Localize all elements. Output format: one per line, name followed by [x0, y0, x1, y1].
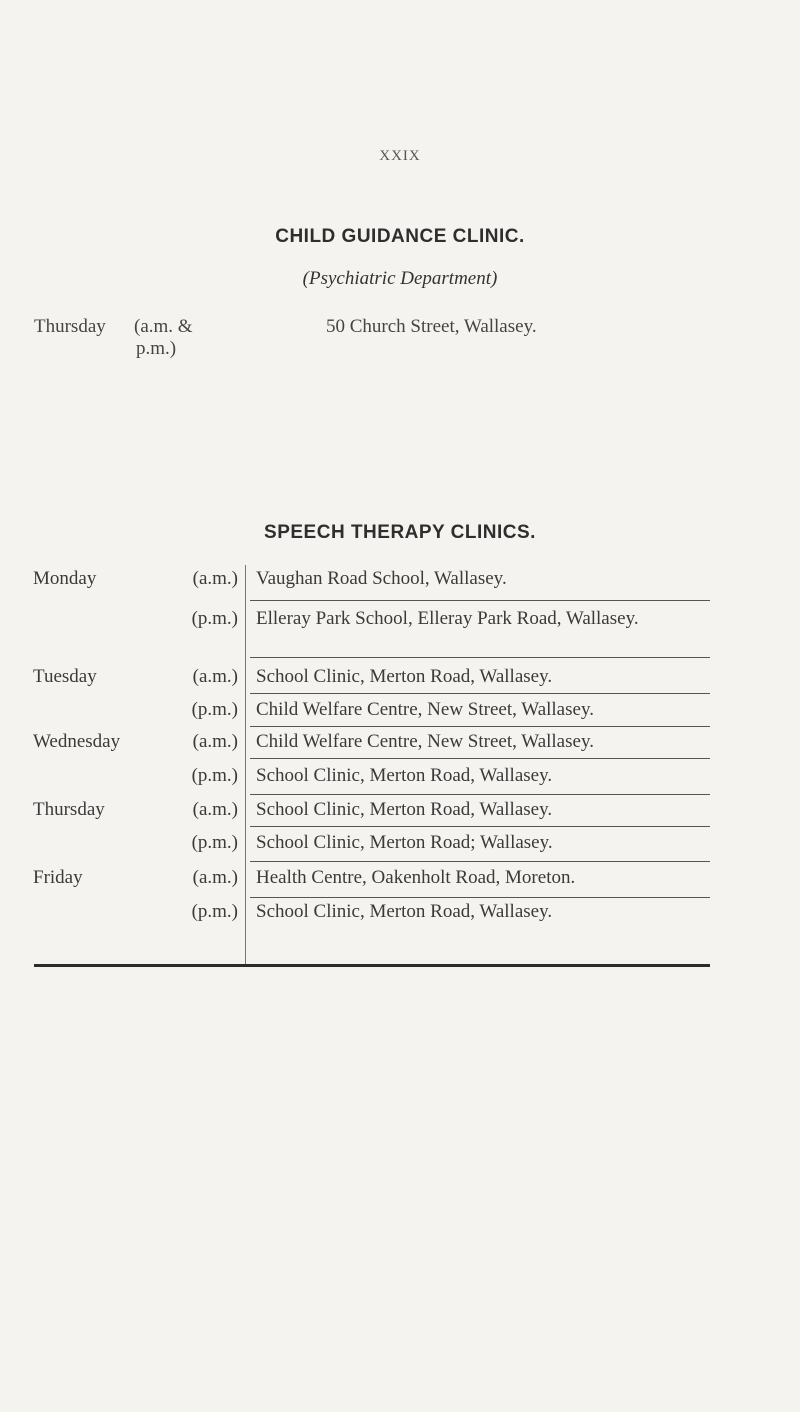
session-label: (a.m.) — [192, 799, 238, 820]
venue-text: School Clinic, Merton Road, Wallasey. — [256, 666, 553, 687]
day-label: Wednesday — [33, 731, 121, 752]
row-divider — [250, 826, 710, 827]
table-bottom-rule — [34, 964, 710, 967]
session-label: (a.m.) — [192, 666, 238, 687]
session-label: (p.m.) — [191, 699, 238, 720]
child-guidance-day: Thursday — [34, 316, 106, 337]
venue-text: School Clinic, Merton Road, Wallasey. — [256, 765, 553, 786]
session-label: (a.m.) — [192, 867, 238, 888]
page-number: XXIX — [379, 148, 421, 164]
session-label: (p.m.) — [191, 901, 238, 922]
day-label: Monday — [33, 568, 97, 589]
session-label: (a.m.) — [192, 568, 238, 589]
row-divider — [250, 600, 710, 601]
row-divider — [250, 794, 710, 795]
venue-text: Child Welfare Centre, New Street, Wallasey. — [256, 731, 594, 752]
row-divider — [250, 657, 710, 658]
session-label: (p.m.) — [191, 832, 238, 853]
child-guidance-address: 50 Church Street, Wallasey. — [326, 316, 537, 337]
row-divider — [250, 897, 710, 898]
row-divider — [250, 758, 710, 759]
venue-text: School Clinic, Merton Road; Wallasey. — [256, 832, 553, 853]
day-label: Thursday — [33, 799, 105, 820]
session-label: (a.m.) — [192, 731, 238, 752]
child-guidance-title: CHILD GUIDANCE CLINIC. — [275, 226, 525, 247]
venue-text: Child Welfare Centre, New Street, Wallasey. — [256, 699, 594, 720]
venue-text: Elleray Park School, Elleray Park Road, Wallasey. — [256, 608, 639, 629]
row-divider — [250, 693, 710, 694]
child-guidance-time: (a.m. & — [134, 316, 193, 337]
venue-text: School Clinic, Merton Road, Wallasey. — [256, 799, 553, 820]
session-label: (p.m.) — [191, 765, 238, 786]
row-divider — [250, 726, 710, 727]
child-guidance-time-cont: p.m.) — [136, 338, 177, 359]
venue-text: School Clinic, Merton Road, Wallasey. — [256, 901, 553, 922]
session-label: (p.m.) — [191, 608, 238, 629]
row-divider — [250, 861, 710, 862]
day-label: Tuesday — [33, 666, 97, 687]
speech-therapy-title: SPEECH THERAPY CLINICS. — [264, 522, 536, 543]
child-guidance-subtitle: (Psychiatric Department) — [302, 268, 498, 289]
column-divider — [245, 565, 246, 965]
venue-text: Vaughan Road School, Wallasey. — [256, 568, 507, 589]
day-label: Friday — [33, 867, 83, 888]
venue-text: Health Centre, Oakenholt Road, Moreton. — [256, 867, 576, 888]
